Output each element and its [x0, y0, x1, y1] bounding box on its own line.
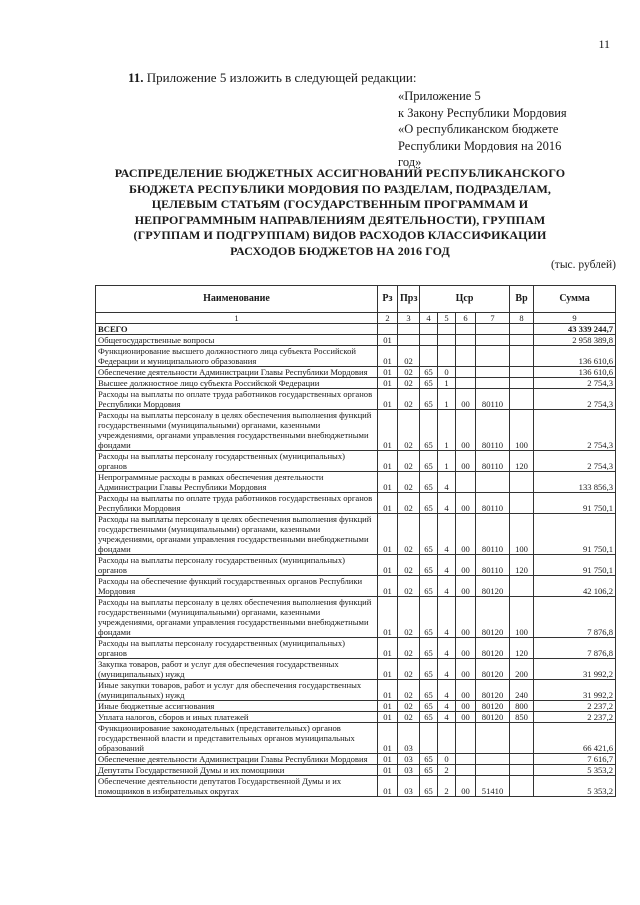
row-name: Закупка товаров, работ и услуг для обеспечения государственных (муниципальных) нужд [96, 659, 378, 680]
row-sum: 43 339 244,7 [534, 324, 616, 335]
row-name: Обеспечение деятельности депутатов Государственной Думы и их помощников в избирательных округах [96, 776, 378, 797]
table-row [96, 680, 616, 701]
table-row [96, 335, 616, 346]
row-cer-sub: 4 [438, 597, 456, 638]
row-prz: 02 [398, 389, 420, 410]
row-name: Расходы на выплаты персоналу в целях обеспечения выполнения функций государственными (муниципальными) органами, казенными учреждениями, органами управления государственными внебюджетными фондами [96, 597, 378, 638]
row-cer-sub: 4 [438, 712, 456, 723]
row-rz: 01 [378, 659, 398, 680]
row-sum: 2 754,3 [534, 389, 616, 410]
row-prz: 02 [398, 659, 420, 680]
row-cer-main: 00 [456, 493, 476, 514]
row-sum: 7 876,8 [534, 638, 616, 659]
row-sum: 5 353,2 [534, 776, 616, 797]
row-cer-sub: 1 [438, 410, 456, 451]
row-cer-program: 65 [420, 576, 438, 597]
row-name: Обеспечение деятельности Администрации Главы Республики Мордовия [96, 367, 378, 378]
row-vr: 120 [510, 555, 534, 576]
table-row [96, 472, 616, 493]
table-row [96, 367, 616, 378]
budget-table [95, 285, 616, 797]
row-sum: 2 958 389,8 [534, 335, 616, 346]
col-number: 8 [510, 313, 534, 324]
table-row [96, 555, 616, 576]
row-sum: 66 421,6 [534, 723, 616, 754]
row-name: Расходы на выплаты персоналу государственных (муниципальных) органов [96, 638, 378, 659]
row-rz: 01 [378, 389, 398, 410]
row-prz: 02 [398, 597, 420, 638]
row-cer-program [420, 723, 438, 754]
row-cer-main: 00 [456, 597, 476, 638]
row-cer-direction [476, 346, 510, 367]
row-rz: 01 [378, 754, 398, 765]
row-cer-program: 65 [420, 410, 438, 451]
title-line: НЕПРОГРАММНЫМ НАПРАВЛЕНИЯМ ДЕЯТЕЛЬНОСТИ), ГРУППАМ [134, 212, 546, 227]
row-cer-sub: 4 [438, 493, 456, 514]
row-cer-direction [476, 335, 510, 346]
table-header-row [96, 286, 616, 313]
row-sum: 136 610,6 [534, 367, 616, 378]
row-rz: 01 [378, 378, 398, 389]
row-sum: 7 616,7 [534, 754, 616, 765]
row-cer-sub: 4 [438, 680, 456, 701]
col-number: 9 [534, 313, 616, 324]
row-vr [510, 335, 534, 346]
table-row [96, 765, 616, 776]
header-prz: Прз [398, 286, 420, 313]
table-row [96, 324, 616, 335]
row-cer-main [456, 346, 476, 367]
row-cer-main: 00 [456, 555, 476, 576]
row-sum: 5 353,2 [534, 765, 616, 776]
table-row [96, 410, 616, 451]
row-cer-main: 00 [456, 451, 476, 472]
row-cer-main: 00 [456, 389, 476, 410]
header-name: Наименование [96, 286, 378, 313]
col-number: 6 [456, 313, 476, 324]
row-cer-program: 65 [420, 659, 438, 680]
col-number: 4 [420, 313, 438, 324]
row-vr: 100 [510, 410, 534, 451]
header-rz: Рз [378, 286, 398, 313]
row-prz [398, 335, 420, 346]
row-rz: 01 [378, 410, 398, 451]
header-sum: Сумма [534, 286, 616, 313]
row-rz: 01 [378, 776, 398, 797]
row-name: Иные бюджетные ассигнования [96, 701, 378, 712]
row-name: Расходы на выплаты по оплате труда работников государственных органов Республики Мордовия [96, 389, 378, 410]
document-title [80, 166, 600, 259]
title-line: ЦЕЛЕВЫМ СТАТЬЯМ (ГОСУДАРСТВЕННЫМ ПРОГРАММАМ И [151, 197, 529, 211]
table-row [96, 389, 616, 410]
row-prz: 02 [398, 680, 420, 701]
row-name: Расходы на выплаты персоналу государственных (муниципальных) органов [96, 451, 378, 472]
row-prz: 02 [398, 378, 420, 389]
row-cer-sub: 2 [438, 776, 456, 797]
row-vr [510, 754, 534, 765]
row-name: ВСЕГО [96, 324, 378, 335]
row-cer-main: 00 [456, 576, 476, 597]
row-cer-direction: 80120 [476, 680, 510, 701]
row-cer-main [456, 335, 476, 346]
row-cer-sub: 1 [438, 451, 456, 472]
row-cer-main: 00 [456, 514, 476, 555]
row-cer-direction: 80120 [476, 638, 510, 659]
row-prz: 02 [398, 346, 420, 367]
row-vr: 200 [510, 659, 534, 680]
row-rz: 01 [378, 638, 398, 659]
row-cer-program: 65 [420, 389, 438, 410]
row-cer-sub: 2 [438, 765, 456, 776]
row-sum: 91 750,1 [534, 493, 616, 514]
table-row [96, 754, 616, 765]
row-prz: 02 [398, 638, 420, 659]
table-row [96, 493, 616, 514]
row-name: Функционирование законодательных (представительных) органов государственной власти и представительных органов муниципальных образований [96, 723, 378, 754]
row-cer-program: 65 [420, 765, 438, 776]
row-cer-direction: 80110 [476, 493, 510, 514]
units-note: (тыс. рублей) [550, 259, 616, 271]
row-cer-program [420, 335, 438, 346]
title-line: (ГРУППАМ И ПОДГРУППАМ) ВИДОВ РАСХОДОВ КЛАССИФИКАЦИИ [133, 228, 547, 242]
row-name: Расходы на обеспечение функций государственных органов Республики Мордовия [96, 576, 378, 597]
row-cer-main: 00 [456, 659, 476, 680]
col-number: 1 [96, 313, 378, 324]
row-cer-direction: 51410 [476, 776, 510, 797]
row-cer-program: 65 [420, 514, 438, 555]
row-prz: 02 [398, 367, 420, 378]
table-row [96, 378, 616, 389]
row-prz: 03 [398, 776, 420, 797]
row-cer-direction: 80120 [476, 576, 510, 597]
row-prz: 02 [398, 493, 420, 514]
row-cer-program: 65 [420, 680, 438, 701]
row-vr: 850 [510, 712, 534, 723]
row-vr [510, 765, 534, 776]
table-row [96, 597, 616, 638]
annex-line: «Приложение 5 [398, 89, 481, 103]
row-rz: 01 [378, 712, 398, 723]
row-cer-main [456, 765, 476, 776]
table-row [96, 638, 616, 659]
row-cer-main: 00 [456, 680, 476, 701]
row-cer-main [456, 754, 476, 765]
row-name: Расходы на выплаты персоналу в целях обеспечения выполнения функций государственными (муниципальными) органами, казенными учреждениями, органами управления государственными внебюджетными фондами [96, 514, 378, 555]
row-name: Функционирование высшего должностного лица субъекта Российской Федерации и муниципального образования [96, 346, 378, 367]
row-prz [398, 324, 420, 335]
row-cer-program: 65 [420, 367, 438, 378]
row-sum: 42 106,2 [534, 576, 616, 597]
row-sum: 2 754,3 [534, 451, 616, 472]
col-number: 3 [398, 313, 420, 324]
row-cer-main [456, 378, 476, 389]
row-cer-program: 65 [420, 597, 438, 638]
annex-line: год» [398, 155, 422, 169]
row-cer-direction [476, 324, 510, 335]
row-rz: 01 [378, 765, 398, 776]
row-cer-main: 00 [456, 638, 476, 659]
row-vr: 800 [510, 701, 534, 712]
row-rz: 01 [378, 597, 398, 638]
row-cer-direction: 80110 [476, 410, 510, 451]
row-prz: 02 [398, 712, 420, 723]
row-cer-direction [476, 754, 510, 765]
table-row [96, 451, 616, 472]
row-cer-direction: 80120 [476, 712, 510, 723]
row-sum: 91 750,1 [534, 514, 616, 555]
row-name: Иные закупки товаров, работ и услуг для обеспечения государственных (муниципальных) нужд [96, 680, 378, 701]
row-cer-sub [438, 335, 456, 346]
row-name: Расходы на выплаты по оплате труда работников государственных органов Республики Мордовия [96, 493, 378, 514]
intro-line [128, 70, 416, 86]
row-cer-main: 00 [456, 410, 476, 451]
row-vr: 240 [510, 680, 534, 701]
row-name: Непрограммные расходы в рамках обеспечения деятельности Администрации Главы Республики Мордовия [96, 472, 378, 493]
row-cer-direction [476, 472, 510, 493]
row-cer-program: 65 [420, 701, 438, 712]
row-cer-sub: 4 [438, 514, 456, 555]
annex-reference [398, 88, 618, 171]
row-cer-program [420, 346, 438, 367]
annex-line: к Закону Республики Мордовия [398, 105, 567, 120]
row-rz: 01 [378, 514, 398, 555]
row-cer-sub: 4 [438, 701, 456, 712]
row-prz: 03 [398, 723, 420, 754]
row-name: Обеспечение деятельности Администрации Главы Республики Мордовия [96, 754, 378, 765]
row-name: Общегосударственные вопросы [96, 335, 378, 346]
row-rz: 01 [378, 723, 398, 754]
row-name: Расходы на выплаты персоналу государственных (муниципальных) органов [96, 555, 378, 576]
row-cer-main [456, 324, 476, 335]
row-sum: 2 754,3 [534, 410, 616, 451]
col-number: 2 [378, 313, 398, 324]
row-cer-sub: 1 [438, 378, 456, 389]
table-row [96, 576, 616, 597]
row-cer-sub [438, 324, 456, 335]
row-cer-main [456, 367, 476, 378]
row-name: Депутаты Государственной Думы и их помощники [96, 765, 378, 776]
row-cer-sub: 1 [438, 389, 456, 410]
row-rz: 01 [378, 576, 398, 597]
header-vr: Вр [510, 286, 534, 313]
row-cer-sub [438, 723, 456, 754]
row-cer-sub: 4 [438, 638, 456, 659]
table-row [96, 712, 616, 723]
row-cer-program: 65 [420, 754, 438, 765]
row-cer-sub: 4 [438, 555, 456, 576]
table-row [96, 701, 616, 712]
row-sum: 136 610,6 [534, 346, 616, 367]
row-cer-main [456, 723, 476, 754]
row-cer-direction: 80120 [476, 659, 510, 680]
row-vr [510, 576, 534, 597]
row-cer-main: 00 [456, 712, 476, 723]
row-cer-direction [476, 378, 510, 389]
row-rz: 01 [378, 451, 398, 472]
row-vr: 100 [510, 597, 534, 638]
table-row [96, 723, 616, 754]
row-rz: 01 [378, 493, 398, 514]
row-cer-sub: 4 [438, 472, 456, 493]
row-prz: 02 [398, 514, 420, 555]
row-name: Уплата налогов, сборов и иных платежей [96, 712, 378, 723]
row-cer-direction: 80110 [476, 514, 510, 555]
row-sum: 2 237,2 [534, 712, 616, 723]
row-name: Высшее должностное лицо субъекта Российской Федерации [96, 378, 378, 389]
row-cer-sub: 4 [438, 659, 456, 680]
table-row [96, 514, 616, 555]
title-line: РАСХОДОВ БЮДЖЕТОВ НА 2016 ГОД [230, 243, 450, 258]
column-numbers-row [96, 313, 616, 324]
row-prz: 02 [398, 555, 420, 576]
row-vr: 120 [510, 638, 534, 659]
row-cer-program: 65 [420, 451, 438, 472]
row-cer-sub: 0 [438, 754, 456, 765]
row-vr [510, 324, 534, 335]
row-sum: 31 992,2 [534, 659, 616, 680]
row-cer-direction: 80120 [476, 597, 510, 638]
col-number: 7 [476, 313, 510, 324]
row-vr [510, 389, 534, 410]
row-prz: 02 [398, 410, 420, 451]
annex-line: Республики Мордовия на 2016 [398, 138, 562, 153]
annex-line: «О республиканском бюджете [398, 122, 559, 136]
row-cer-program: 65 [420, 638, 438, 659]
row-cer-main: 00 [456, 701, 476, 712]
table-row [96, 776, 616, 797]
row-prz: 03 [398, 765, 420, 776]
row-sum: 2 754,3 [534, 378, 616, 389]
row-cer-program: 65 [420, 378, 438, 389]
row-cer-program: 65 [420, 555, 438, 576]
row-cer-direction: 80110 [476, 555, 510, 576]
row-rz: 01 [378, 472, 398, 493]
row-prz: 03 [398, 754, 420, 765]
row-vr: 120 [510, 451, 534, 472]
row-rz: 01 [378, 555, 398, 576]
row-cer-program: 65 [420, 712, 438, 723]
row-cer-sub: 0 [438, 367, 456, 378]
row-prz: 02 [398, 701, 420, 712]
row-rz: 01 [378, 346, 398, 367]
row-rz [378, 324, 398, 335]
title-line: БЮДЖЕТА РЕСПУБЛИКИ МОРДОВИЯ ПО РАЗДЕЛАМ, ПОДРАЗДЕЛАМ, [128, 181, 552, 196]
row-prz: 02 [398, 576, 420, 597]
row-sum: 2 237,2 [534, 701, 616, 712]
row-vr: 100 [510, 514, 534, 555]
row-name: Расходы на выплаты персоналу в целях обеспечения выполнения функций государственными (муниципальными) органами, казенными учреждениями, органами управления государственными внебюджетными фондами [96, 410, 378, 451]
row-vr [510, 378, 534, 389]
intro-number: 11. [128, 70, 144, 85]
row-vr [510, 346, 534, 367]
intro-text: Приложение 5 изложить в следующей редакции: [146, 70, 417, 85]
row-vr [510, 723, 534, 754]
row-cer-direction: 80110 [476, 451, 510, 472]
row-sum: 7 876,8 [534, 597, 616, 638]
row-vr [510, 367, 534, 378]
row-sum: 91 750,1 [534, 555, 616, 576]
table-row [96, 659, 616, 680]
row-cer-main [456, 472, 476, 493]
page-number: 11 [598, 37, 610, 51]
row-cer-main: 00 [456, 776, 476, 797]
row-sum: 31 992,2 [534, 680, 616, 701]
row-cer-sub [438, 346, 456, 367]
row-rz: 01 [378, 335, 398, 346]
row-vr [510, 493, 534, 514]
row-rz: 01 [378, 701, 398, 712]
row-cer-direction [476, 765, 510, 776]
row-prz: 02 [398, 451, 420, 472]
row-cer-sub: 4 [438, 576, 456, 597]
row-vr [510, 472, 534, 493]
row-rz: 01 [378, 680, 398, 701]
row-cer-program: 65 [420, 776, 438, 797]
row-cer-direction: 80120 [476, 701, 510, 712]
row-prz: 02 [398, 472, 420, 493]
row-sum: 133 856,3 [534, 472, 616, 493]
row-cer-program: 65 [420, 493, 438, 514]
row-cer-direction [476, 723, 510, 754]
header-cer: Цср [420, 286, 510, 313]
row-cer-direction [476, 367, 510, 378]
title-line: РАСПРЕДЕЛЕНИЕ БЮДЖЕТНЫХ АССИГНОВАНИЙ РЕСПУБЛИКАНСКОГО [114, 166, 566, 180]
table-body [96, 324, 616, 797]
row-cer-program: 65 [420, 472, 438, 493]
row-cer-program [420, 324, 438, 335]
row-vr [510, 776, 534, 797]
table-row [96, 346, 616, 367]
row-cer-direction: 80110 [476, 389, 510, 410]
row-rz: 01 [378, 367, 398, 378]
col-number: 5 [438, 313, 456, 324]
